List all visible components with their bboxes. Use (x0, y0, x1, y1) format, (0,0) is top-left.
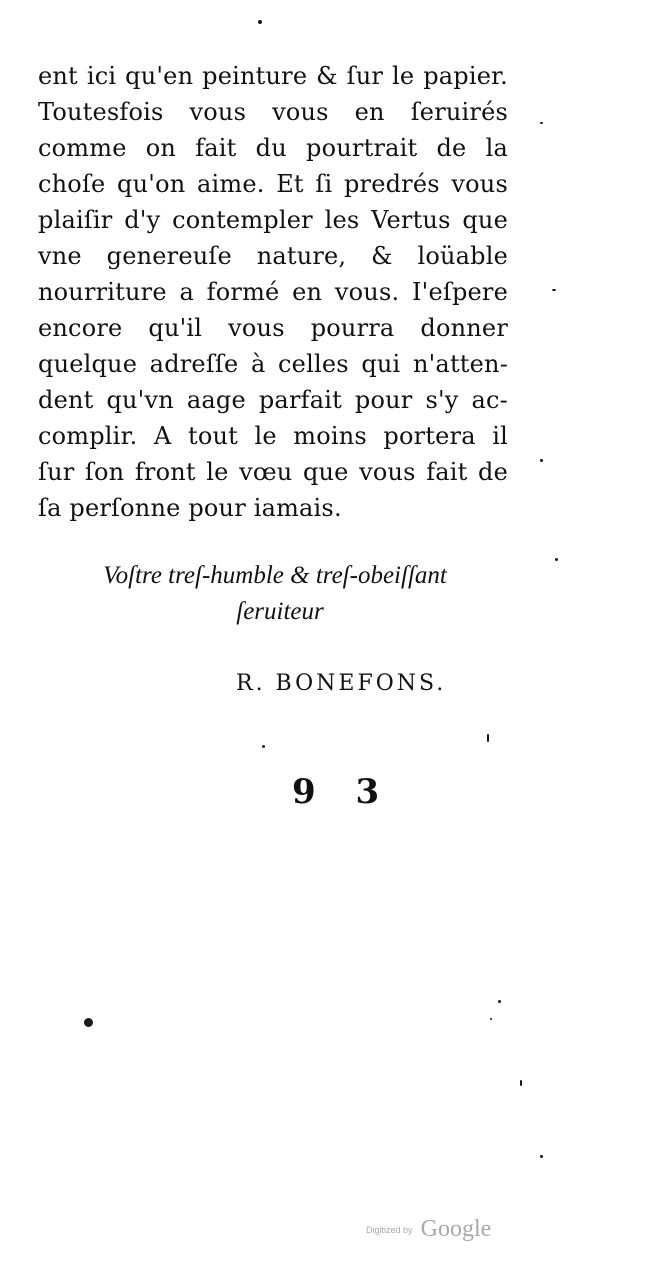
text-line: dent qu'vn aage parfait pour s'y ac- (38, 386, 508, 414)
watermark-prefix: Digitized by (366, 1224, 413, 1235)
text-line: vne genereuſe nature, & loüable (38, 242, 508, 270)
google-logo: Google (420, 1216, 492, 1242)
closing-line-1: Voſtre treſ-humble & treſ-obeiſſant (103, 562, 447, 589)
text-line: plaiſir d'y contempler les Vertus que (38, 206, 508, 234)
text-line: ent ici qu'en peinture & ſur le papier. (38, 62, 508, 90)
text-line: nourriture a formé en vous. I'eſpere (38, 278, 508, 306)
text-line: ſur ſon front le vœu que vous fait de (38, 458, 508, 486)
closing-salutation (60, 558, 490, 630)
text-line: Toutesfois vous vous en ſeruirés (38, 98, 508, 126)
text-line: complir. A tout le moins portera il (38, 422, 508, 450)
letter-body (38, 58, 508, 526)
ink-speck (552, 289, 556, 291)
signature: R. BONEFONS. (236, 671, 447, 696)
ink-speck (490, 1018, 492, 1020)
text-line: ſa perſonne pour iamais. (38, 494, 342, 522)
ornament-mark: 9 3 (292, 772, 394, 812)
closing-line-2: ſeruiteur (236, 598, 324, 625)
ink-speck (487, 734, 489, 742)
digitized-watermark (366, 1216, 491, 1243)
text-line: quelque adreſſe à celles qui n'atten- (38, 350, 508, 378)
ink-speck (498, 1000, 501, 1003)
ink-speck (540, 459, 543, 462)
text-line: comme on fait du pourtrait de la (38, 134, 508, 162)
ink-speck (540, 122, 543, 124)
ink-speck (520, 1080, 522, 1086)
ink-speck (540, 1155, 543, 1158)
text-line: encore qu'il vous pourra donner (38, 314, 508, 342)
ink-speck (555, 558, 558, 561)
text-line: choſe qu'on aime. Et ſi predrés vous (38, 170, 508, 198)
ink-speck (262, 745, 265, 748)
ink-speck (84, 1018, 93, 1027)
ink-speck (258, 20, 262, 24)
